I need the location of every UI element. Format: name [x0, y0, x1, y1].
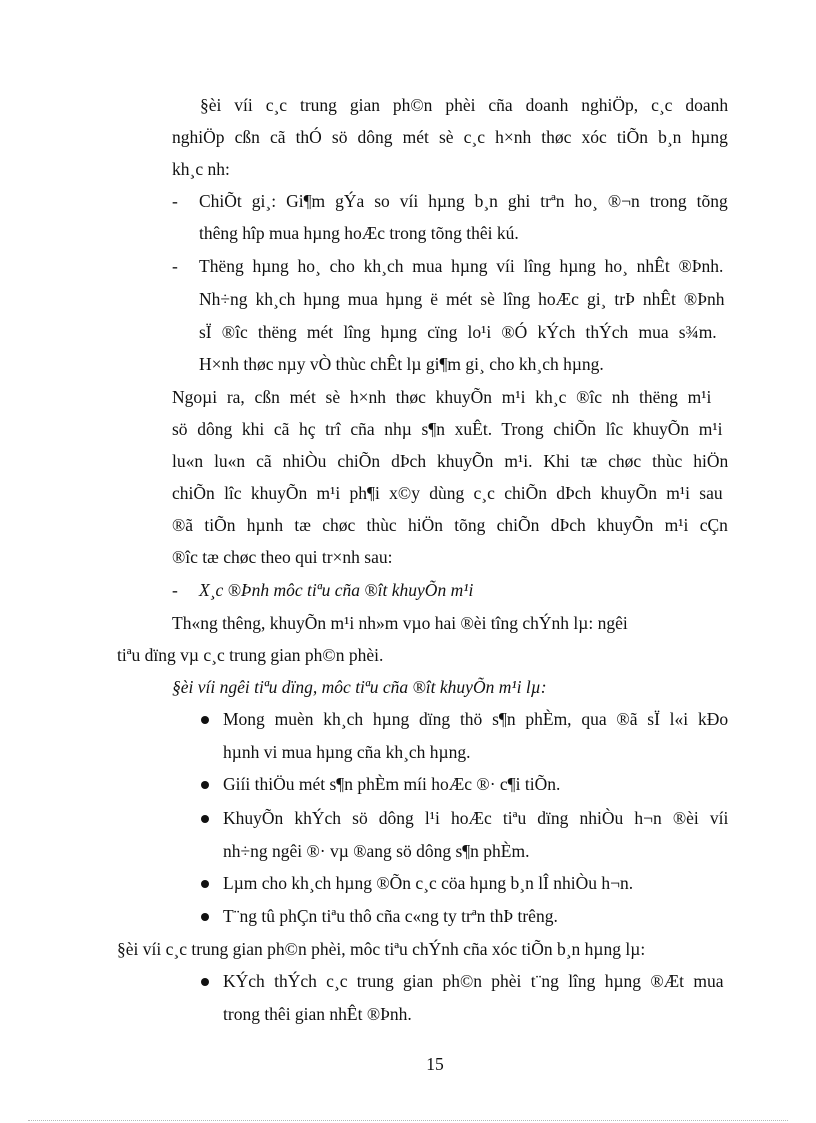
bullet-item-line: trong thêi gian nhÊt ®Þnh.	[223, 1004, 412, 1024]
paragraph-line-1: §èi víi c¸c trung gian ph©n phèi cña doanh nghiÖp, c¸c doanh	[200, 95, 729, 115]
list-item-line: Thëng hµng ho¸ cho kh¸ch mua hµng víi lîng hµng ho¸ nhÊt ®Þnh.	[199, 256, 724, 276]
list-item-line: Nh÷ng kh¸ch hµng mua hµng ë mét sè lîng hoÆc gi¸ trÞ nhÊt ®Þnh	[199, 289, 725, 309]
bullet-item-line: hµnh vi mua hµng cña kh¸ch hµng.	[223, 742, 471, 762]
page-number: 15	[426, 1054, 444, 1074]
paragraph-line: lu«n lu«n cã nhiÒu chiÕn dÞch khuyÕn m¹i. Khi tæ chøc thùc hiÖn	[172, 451, 729, 471]
paragraph-line: chiÕn lîc khuyÕn m¹i ph¶i x©y dùng c¸c chiÕn dÞch khuyÕn m¹i sau	[172, 483, 723, 503]
bullet-item-line: Giíi thiÖu mét s¶n phÈm míi hoÆc ®· c¶i tiÕn.	[223, 774, 561, 794]
paragraph-line: tiªu dïng vµ c¸c trung gian ph©n phèi.	[117, 645, 384, 665]
bullet-item-line: KÝch thÝch c¸c trung gian ph©n phèi t¨ng lîng hµng ®Æt mua	[223, 971, 724, 991]
paragraph-line: sö dông khi cã hç trî cña nhµ s¶n xuÊt. Trong chiÕn lîc khuyÕn m¹i	[172, 419, 723, 439]
bullet-dot	[201, 913, 209, 921]
list-item-line: H×nh thøc nµy vÒ thùc chÊt lµ gi¶m gi¸ cho kh¸ch hµng.	[199, 354, 604, 374]
bullet-dot	[201, 978, 209, 986]
bullet-item-line: Mong muèn kh¸ch hµng dïng thö s¶n phÈm, qua ®ã sÏ l«i kÐo	[223, 709, 729, 729]
paragraph-line: Th«ng thêng, khuyÕn m¹i nh»m vµo hai ®èi tîng chÝnh lµ: ngêi	[172, 613, 628, 633]
bullet-dot	[201, 815, 209, 823]
paragraph-line-3: kh¸c nh:	[172, 159, 230, 179]
bullet-dot	[201, 781, 209, 789]
bullet-dot	[201, 716, 209, 724]
list-item-line: ChiÕt gi¸: Gi¶m gÝa so víi hµng b¸n ghi trªn ho¸ ®¬n trong tõng	[199, 191, 728, 211]
bullet-item-line: KhuyÕn khÝch sö dông l¹i hoÆc tiªu dïng nhiÒu h¬n ®èi víi	[223, 808, 729, 828]
dash-bullet: -	[172, 580, 178, 600]
bullet-dot	[201, 880, 209, 888]
section-heading-italic: X¸c ®Þnh môc tiªu cña ®ît khuyÕn m¹i	[199, 580, 474, 600]
paragraph-line: §èi víi c¸c trung gian ph©n phèi, môc tiªu chÝnh cña xóc tiÕn b¸n hµng lµ:	[117, 939, 646, 959]
paragraph-line-2: nghiÖp cßn cã thÓ sö dông mét sè c¸c h×nh thøc xóc tiÕn b¸n hµng	[172, 127, 728, 147]
subheading-italic: §èi víi ngêi tiªu dïng, môc tiªu cña ®ît khuyÕn m¹i lµ:	[172, 677, 547, 697]
paragraph-line: ®ã tiÕn hµnh tæ chøc thùc hiÖn tõng chiÕn dÞch khuyÕn m¹i cÇn	[172, 515, 728, 535]
dash-bullet: -	[172, 256, 178, 276]
list-item-line: sÏ ®îc thëng mét lîng hµng cïng lo¹i ®Ó kÝch thÝch mua s¾m.	[199, 322, 717, 342]
bullet-item-line: T¨ng tû phÇn tiªu thô cña c«ng ty trªn thÞ trêng.	[223, 906, 558, 926]
paragraph-line: Ngoµi ra, cßn mét sè h×nh thøc khuyÕn m¹i kh¸c ®îc nh thëng m¹i	[172, 387, 712, 407]
page-bottom-divider	[28, 1120, 788, 1121]
bullet-item-line: Lµm cho kh¸ch hµng ®Õn c¸c cöa hµng b¸n lÎ nhiÒu h¬n.	[223, 873, 634, 893]
bullet-item-line: nh÷ng ngêi ®· vµ ®ang sö dông s¶n phÈm.	[223, 841, 530, 861]
dash-bullet: -	[172, 191, 178, 211]
list-item-line: thêng hîp mua hµng hoÆc trong tõng thêi kú.	[199, 223, 519, 243]
paragraph-line: ®îc tæ chøc theo qui tr×nh sau:	[172, 547, 393, 567]
